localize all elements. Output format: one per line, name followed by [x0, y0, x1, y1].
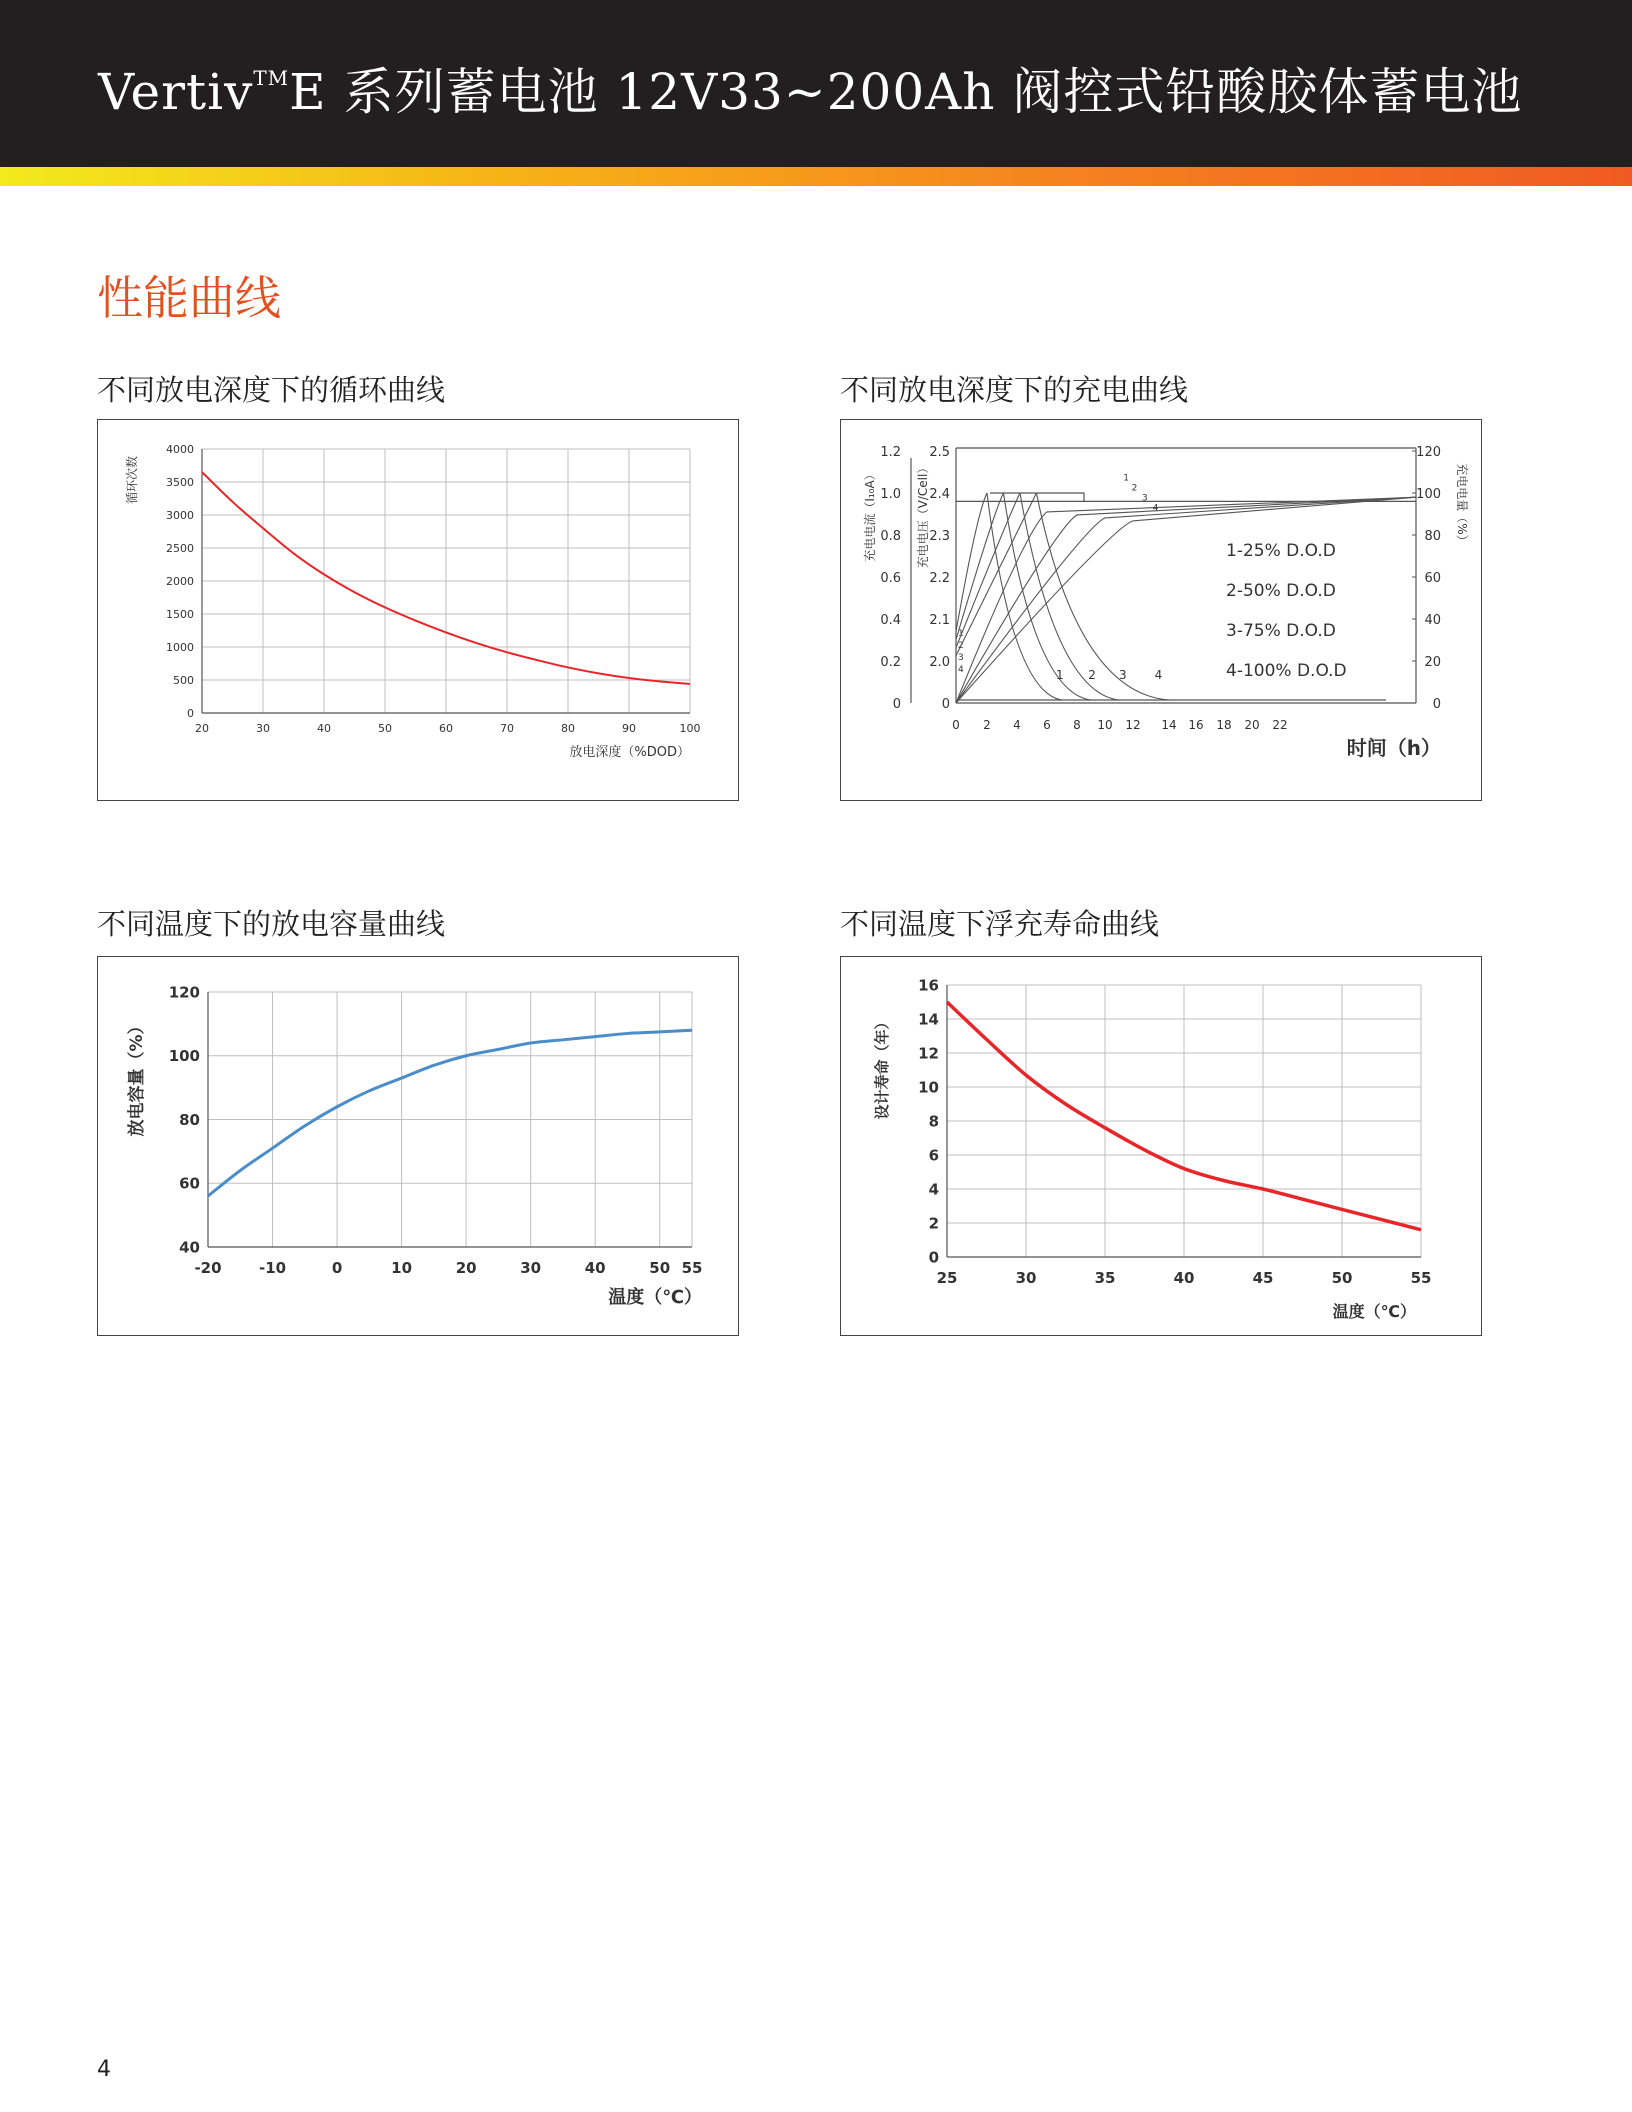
current-tick-label: 0 [892, 697, 901, 712]
capacity-tick-label: 100 [1416, 487, 1441, 502]
x-tick-label: 20 [1244, 718, 1260, 732]
chart-cycle [97, 419, 739, 801]
voltage-axis-label: 充电电压（V/Cell） [916, 461, 930, 569]
document-title [98, 52, 1522, 124]
voltage-curve [956, 493, 1037, 656]
current-tick-label: 0.2 [880, 655, 901, 670]
y-tick-label: 500 [173, 673, 194, 687]
page-header [0, 0, 1632, 167]
y-tick-label: 6 [928, 1146, 939, 1165]
y-tick-label: 1500 [166, 607, 194, 621]
voltage-tick-label: 0 [941, 697, 950, 712]
legend-entry: 2-50% D.O.D [1226, 581, 1336, 601]
x-tick-label: 10 [1097, 718, 1113, 732]
legend-entry: 3-75% D.O.D [1226, 621, 1336, 641]
x-tick-label: 40 [584, 1259, 606, 1277]
chart-float-life [840, 956, 1482, 1336]
capacity-tick-label: 0 [1432, 697, 1441, 712]
trademark-mark: TM [253, 66, 290, 91]
x-tick-label: 55 [1410, 1269, 1432, 1287]
chart-cycle-svg [98, 420, 740, 802]
brand-name: Vertiv [98, 63, 254, 121]
x-tick-label: -20 [194, 1259, 222, 1277]
curve-label-bottom: 3 [1119, 668, 1127, 682]
y-tick-label: 4000 [166, 442, 194, 456]
y-axis-label: 放电容量（%） [127, 1017, 147, 1137]
y-tick-label: 0 [187, 706, 194, 720]
chart-temp-capacity-svg [98, 957, 740, 1337]
y-tick-label: 12 [918, 1044, 939, 1063]
legend-entry: 1-25% D.O.D [1226, 541, 1336, 561]
x-tick-label: 14 [1161, 718, 1177, 732]
y-tick-label: 120 [168, 983, 200, 1002]
x-tick-label: 90 [622, 722, 636, 735]
y-axis-label: 循环次数 [125, 455, 139, 505]
y-tick-label: 16 [918, 976, 939, 995]
chart-caption-float-life: 不同温度下浮充寿命曲线 [840, 907, 1160, 941]
current-tick-label: 0.8 [880, 529, 901, 544]
x-tick-label: 20 [455, 1259, 477, 1277]
title-text: E 系列蓄电池 12V33~200Ah 阀控式铅酸胶体蓄电池 [289, 63, 1523, 121]
capacity-tick-label: 80 [1424, 529, 1441, 544]
capacity-axis-label: 充电电量（%） [1455, 463, 1469, 547]
header-gradient-bar [0, 167, 1632, 186]
x-tick-label: 50 [649, 1259, 671, 1277]
current-axis-label: 充电电流（I₁₀A） [863, 468, 877, 562]
x-tick-label: 30 [1015, 1269, 1037, 1287]
y-tick-label: 100 [168, 1047, 200, 1065]
y-tick-label: 40 [179, 1238, 200, 1257]
curve-label-bottom: 1 [1056, 668, 1064, 682]
x-tick-label: 18 [1216, 718, 1232, 732]
voltage-tick-label: 2.3 [929, 529, 950, 544]
x-tick-label: 22 [1272, 718, 1288, 732]
capacity-tick-label: 20 [1424, 655, 1441, 670]
voltage-tick-label: 2.0 [929, 655, 950, 670]
x-tick-label: 0 [952, 718, 960, 732]
x-tick-label: 6 [1043, 718, 1051, 732]
y-tick-label: 60 [179, 1174, 200, 1193]
capacity-tick-label: 40 [1424, 613, 1441, 628]
capacity-tick-label: 120 [1416, 445, 1441, 460]
x-axis-label: 温度（℃） [608, 1287, 702, 1308]
curve-label-bottom: 4 [1154, 668, 1163, 682]
chart-charge [840, 419, 1482, 801]
x-tick-label: 55 [681, 1259, 703, 1277]
curve-label-left: 1 [958, 628, 964, 639]
capacity-tick-label: 60 [1424, 571, 1441, 586]
y-tick-label: 3500 [166, 475, 194, 489]
y-tick-label: 10 [918, 1078, 939, 1097]
x-tick-label: 40 [1173, 1269, 1195, 1287]
chart-float-life-svg [841, 957, 1483, 1337]
voltage-tick-label: 2.2 [929, 571, 950, 586]
curve-label-left: 2 [958, 640, 964, 651]
x-tick-label: 12 [1125, 718, 1141, 732]
voltage-curve [956, 493, 987, 632]
current-curve [1020, 493, 1119, 700]
curve-label-top: 2 [1131, 483, 1138, 494]
current-tick-label: 0.4 [880, 613, 901, 628]
chart-charge-svg [841, 420, 1483, 802]
y-tick-label: 0 [928, 1248, 939, 1267]
x-tick-label: 30 [520, 1259, 542, 1277]
y-tick-label: 8 [928, 1112, 939, 1131]
x-tick-label: 30 [256, 722, 270, 735]
chart-caption-cycle: 不同放电深度下的循环曲线 [97, 373, 446, 407]
x-tick-label: 16 [1188, 718, 1204, 732]
current-tick-label: 1.0 [880, 487, 901, 502]
x-tick-label: 10 [391, 1259, 413, 1277]
y-tick-label: 4 [928, 1180, 939, 1199]
section-title: 性能曲线 [97, 271, 281, 325]
page-number: 4 [97, 2057, 111, 2082]
x-tick-label: 20 [195, 722, 209, 735]
x-axis-label: 放电深度（%DOD） [569, 745, 690, 760]
voltage-tick-label: 2.4 [929, 487, 950, 502]
x-tick-label: -10 [258, 1259, 287, 1277]
x-tick-label: 35 [1094, 1269, 1116, 1287]
x-tick-label: 45 [1252, 1269, 1274, 1287]
y-tick-label: 3000 [166, 508, 194, 522]
legend-entry: 4-100% D.O.D [1226, 661, 1347, 681]
x-tick-label: 25 [936, 1269, 958, 1287]
x-axis-label: 温度（℃） [1332, 1302, 1416, 1321]
chart-temp-capacity [97, 956, 739, 1336]
y-tick-label: 80 [179, 1110, 200, 1129]
x-tick-label: 4 [1013, 718, 1021, 732]
current-curve [1004, 493, 1092, 700]
current-tick-label: 1.2 [880, 445, 901, 460]
x-tick-label: 40 [317, 722, 331, 735]
x-tick-label: 0 [331, 1259, 343, 1277]
y-tick-label: 1000 [166, 640, 194, 654]
curve-label-bottom: 2 [1088, 668, 1096, 682]
y-tick-label: 2 [928, 1214, 939, 1233]
x-tick-label: 100 [679, 722, 701, 735]
series-line [208, 1030, 692, 1196]
curve-label-top: 4 [1152, 503, 1159, 514]
x-tick-label: 80 [561, 722, 575, 735]
voltage-tick-label: 2.1 [929, 613, 950, 628]
x-tick-label: 60 [439, 722, 453, 735]
x-tick-label: 70 [500, 722, 514, 735]
curve-label-left: 4 [958, 664, 964, 675]
x-tick-label: 50 [1331, 1269, 1353, 1287]
y-axis-label: 设计寿命（年） [873, 1014, 891, 1120]
x-tick-label: 2 [983, 718, 991, 732]
x-tick-label: 8 [1073, 718, 1081, 732]
x-tick-label: 50 [378, 722, 392, 735]
chart-caption-temp-capacity: 不同温度下的放电容量曲线 [97, 907, 446, 941]
y-tick-label: 2500 [166, 541, 194, 555]
current-tick-label: 0.6 [880, 571, 901, 586]
curve-label-top: 3 [1142, 493, 1148, 504]
voltage-tick-label: 2.5 [929, 445, 950, 460]
curve-label-top: 1 [1123, 473, 1129, 484]
curve-label-left: 3 [958, 652, 964, 663]
chart-caption-charge: 不同放电深度下的充电曲线 [840, 373, 1189, 407]
x-axis-label: 时间（h） [1346, 736, 1441, 760]
y-tick-label: 2000 [166, 574, 194, 588]
y-tick-label: 14 [918, 1010, 939, 1029]
